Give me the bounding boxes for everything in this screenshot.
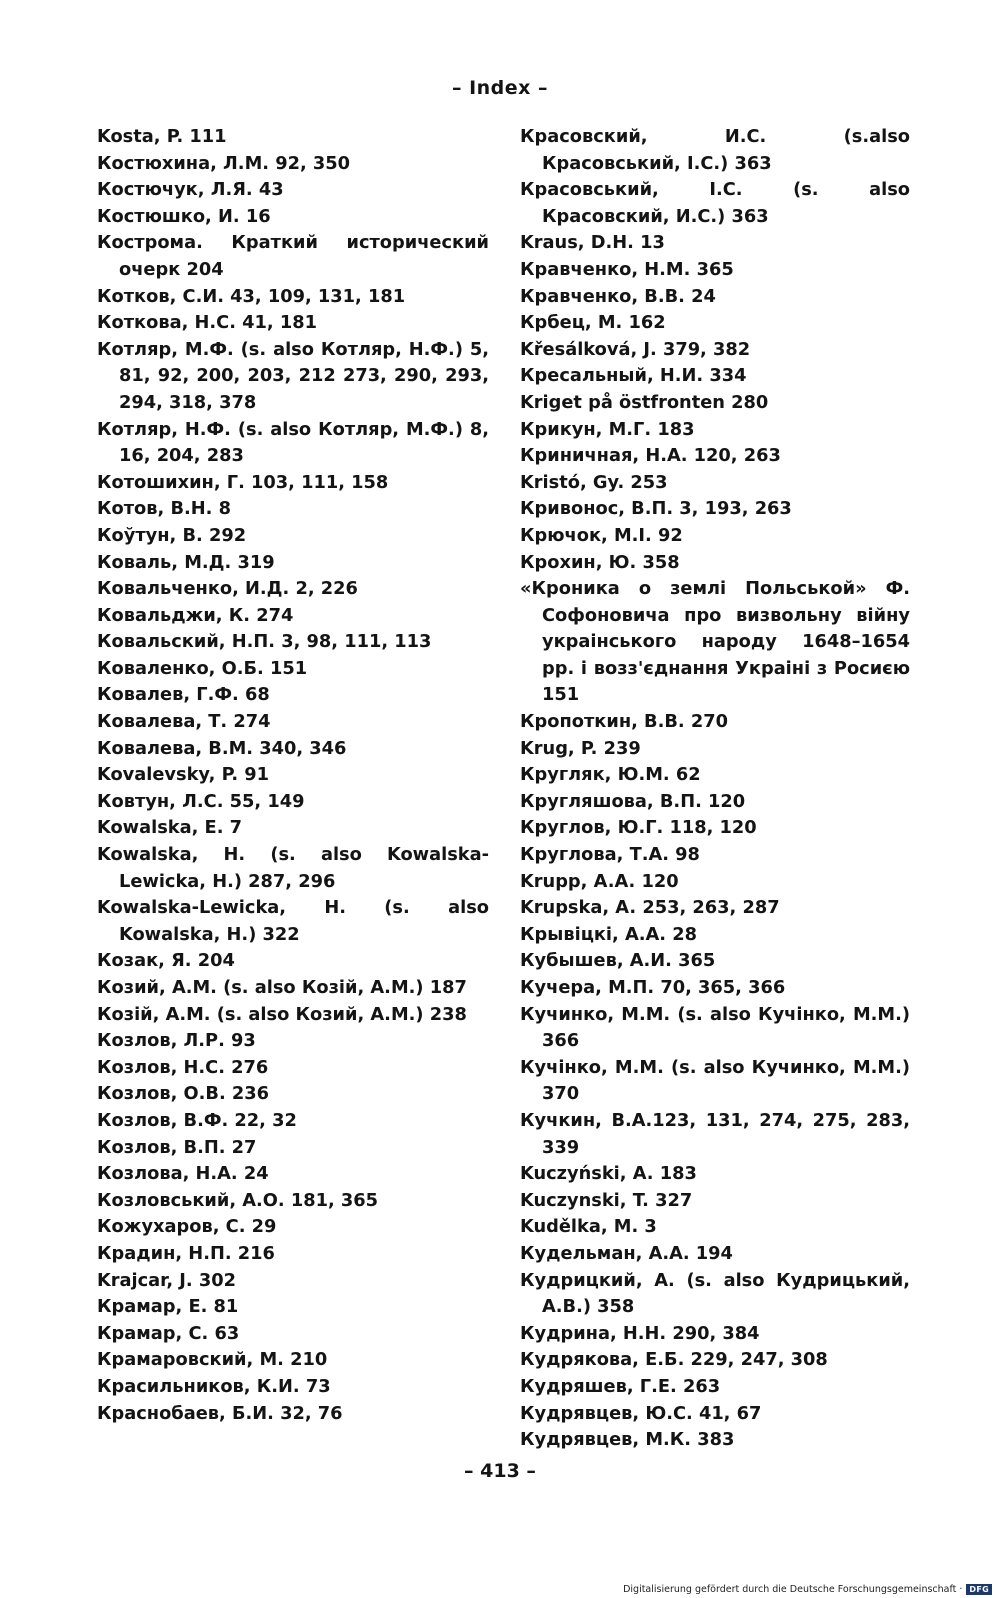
- index-entry: Котков, С.И. 43, 109, 131, 181: [97, 285, 406, 307]
- index-entry: Коткова, Н.С. 41, 181: [97, 312, 317, 334]
- index-entry: Козлов, О.В. 236: [97, 1083, 270, 1105]
- index-entry: Кудельман, А.А. 194: [520, 1242, 733, 1264]
- index-entry: Ковальджи, К. 274: [97, 604, 294, 626]
- index-entry: Kovalevsky, P. 91: [97, 764, 270, 786]
- index-entry: Kosta, P. 111: [97, 126, 227, 147]
- index-entry: Кравченко, В.В. 24: [520, 285, 716, 307]
- index-entry: Крывiцкi, А.А. 28: [520, 923, 697, 945]
- index-entry: Криничная, Н.А. 120, 263: [520, 445, 781, 467]
- index-entry: Ковалев, Г.Ф. 68: [97, 684, 270, 706]
- index-entry: Козлов, В.Ф. 22, 32: [97, 1109, 297, 1131]
- index-entry: Kraus, D.H. 13: [520, 232, 665, 254]
- index-entry: Козак, Я. 204: [97, 950, 235, 972]
- index-entry: Krupp, A.A. 120: [520, 870, 679, 892]
- index-entry: Козловський, А.О. 181, 365: [97, 1189, 379, 1211]
- index-entry: Котляр, Н.Ф. (s. also Котляр, М.Ф.) 8, 16, 204, 283: [97, 418, 489, 467]
- index-entry: Козлов, Л.Р. 93: [97, 1030, 256, 1052]
- index-entry: Krug, P. 239: [520, 737, 641, 759]
- index-entry: Kriget på östfronten 280: [520, 391, 769, 413]
- index-entry: Крикун, М.Г. 183: [520, 418, 695, 440]
- index-entry: Коваль, М.Д. 319: [97, 551, 275, 573]
- index-entry: Крадин, Н.П. 216: [97, 1242, 275, 1264]
- index-entry: Кубышев, А.И. 365: [520, 950, 716, 972]
- index-entry: Котляр, М.Ф. (s. also Котляр, Н.Ф.) 5, 81, 92, 200, 203, 212 273, 290, 293, 294, 318, 378: [97, 338, 489, 413]
- index-entry: Kowalska, H. (s. also Kowalska-Lewicka, H.) 287, 296: [97, 844, 489, 892]
- index-entry: Кожухаров, С. 29: [97, 1216, 277, 1238]
- index-entry: Кривонос, В.П. 3, 193, 263: [520, 498, 792, 520]
- index-entry: Крамар, С. 63: [97, 1322, 240, 1344]
- index-entry: Коваленко, О.Б. 151: [97, 657, 308, 679]
- page-header: – Index –: [451, 77, 549, 99]
- index-entry: Kudělka, M. 3: [520, 1216, 657, 1238]
- index-entry: «Кроника о землi Польськой» Ф. Софоновича про визвольну вiйну украiнського народу 1648–1654 pp. i возз'єднання Украiнi з Росиєю 151: [520, 578, 910, 706]
- index-entry: Кудрицкий, А. (s. also Кудрицький, А.В.) 358: [520, 1269, 910, 1318]
- digitization-credit: [623, 1584, 992, 1595]
- index-entry: Ковальский, Н.П. 3, 98, 111, 113: [97, 631, 432, 653]
- index-entry: Крохин, Ю. 358: [520, 551, 680, 573]
- index-entry: Котов, В.Н. 8: [97, 498, 231, 520]
- index-entry: Краснобаев, Б.И. 32, 76: [97, 1402, 343, 1424]
- index-entry: Кострома. Краткий исторический очерк 204: [97, 232, 489, 280]
- index-entry: Ковальченко, И.Д. 2, 226: [97, 578, 358, 600]
- index-entry: Кучiнко, М.М. (s. also Кучинко, М.М.) 370: [520, 1056, 910, 1105]
- index-entry: Krupska, A. 253, 263, 287: [520, 897, 780, 919]
- index-entry: Крбец, М. 162: [520, 312, 666, 334]
- index-entry: Красильников, К.И. 73: [97, 1375, 331, 1397]
- index-entry: Красовський, I.С. (s. also Красовский, И.С.) 363: [520, 179, 910, 227]
- index-entry: Красовский, И.С. (s.also Красовський, I.С.) 363: [520, 126, 910, 174]
- index-entry: Крючок, М.I. 92: [520, 524, 683, 546]
- index-entry: Кудряшев, Г.Е. 263: [520, 1375, 721, 1397]
- credit-text: Digitalisierung gefördert durch die Deutsche Forschungsgemeinschaft ·: [623, 1584, 963, 1595]
- index-entry: Křesálková, J. 379, 382: [520, 338, 751, 360]
- index-column-left: [97, 124, 489, 1427]
- index-entry: Kristó, Gy. 253: [520, 471, 668, 493]
- index-entry: Kowalska, E. 7: [97, 817, 243, 839]
- page-number: – 413 –: [464, 1460, 536, 1482]
- index-entry: Костюшко, И. 16: [97, 205, 271, 227]
- index-entry: Круглов, Ю.Г. 118, 120: [520, 817, 757, 839]
- index-entry: Ковалева, Т. 274: [97, 711, 271, 733]
- index-entry: Костючук, Л.Я. 43: [97, 179, 284, 201]
- index-entry: Кучкин, В.А.123, 131, 274, 275, 283, 339: [520, 1109, 910, 1158]
- index-entry: Кудрявцев, Ю.С. 41, 67: [520, 1402, 762, 1424]
- index-entry: Кресальный, Н.И. 334: [520, 365, 747, 387]
- index-entry: Крамар, Е. 81: [97, 1296, 239, 1318]
- index-entry: Kowalska-Lewicka, H. (s. also Kowalska, H.) 322: [97, 897, 489, 945]
- index-entry: Kuczyński, A. 183: [520, 1163, 697, 1185]
- index-entry: Кругляшова, В.П. 120: [520, 790, 746, 812]
- index-entry: Krajcar, J. 302: [97, 1269, 236, 1291]
- index-entry: Ковалева, В.М. 340, 346: [97, 737, 347, 759]
- index-entry: Козлова, Н.А. 24: [97, 1163, 269, 1185]
- index-entry: Крамаровский, М. 210: [97, 1349, 328, 1371]
- index-entry: Коўтун, В. 292: [97, 524, 247, 546]
- index-entry: Кудрякова, Е.Б. 229, 247, 308: [520, 1349, 828, 1371]
- index-entry: Кудрявцев, М.К. 383: [520, 1429, 735, 1451]
- index-entry: Козiй, А.М. (s. also Козий, А.М.) 238: [97, 1003, 467, 1025]
- index-entry: Козлов, В.П. 27: [97, 1136, 257, 1158]
- index-entry: Ковтун, Л.С. 55, 149: [97, 790, 305, 812]
- index-entry: Кудрина, Н.Н. 290, 384: [520, 1322, 760, 1344]
- index-entry: Костюхина, Л.М. 92, 350: [97, 152, 351, 174]
- dfg-logo: DFG: [966, 1584, 992, 1595]
- index-entry: Котошихин, Г. 103, 111, 158: [97, 471, 389, 493]
- index-column-right: [520, 124, 910, 1454]
- index-entry: Кропоткин, В.В. 270: [520, 711, 728, 733]
- index-entry: Кучинко, М.М. (s. also Кучiнко, М.М.) 366: [520, 1003, 910, 1052]
- index-entry: Kuczynski, T. 327: [520, 1189, 693, 1211]
- index-entry: Кравченко, Н.М. 365: [520, 258, 734, 280]
- index-entry: Козий, А.М. (s. also Козiй, А.М.) 187: [97, 977, 467, 998]
- index-entry: Кругляк, Ю.М. 62: [520, 764, 701, 786]
- index-entry: Козлов, Н.С. 276: [97, 1056, 269, 1078]
- index-entry: Кучера, М.П. 70, 365, 366: [520, 977, 786, 998]
- index-entry: Круглова, Т.А. 98: [520, 844, 700, 866]
